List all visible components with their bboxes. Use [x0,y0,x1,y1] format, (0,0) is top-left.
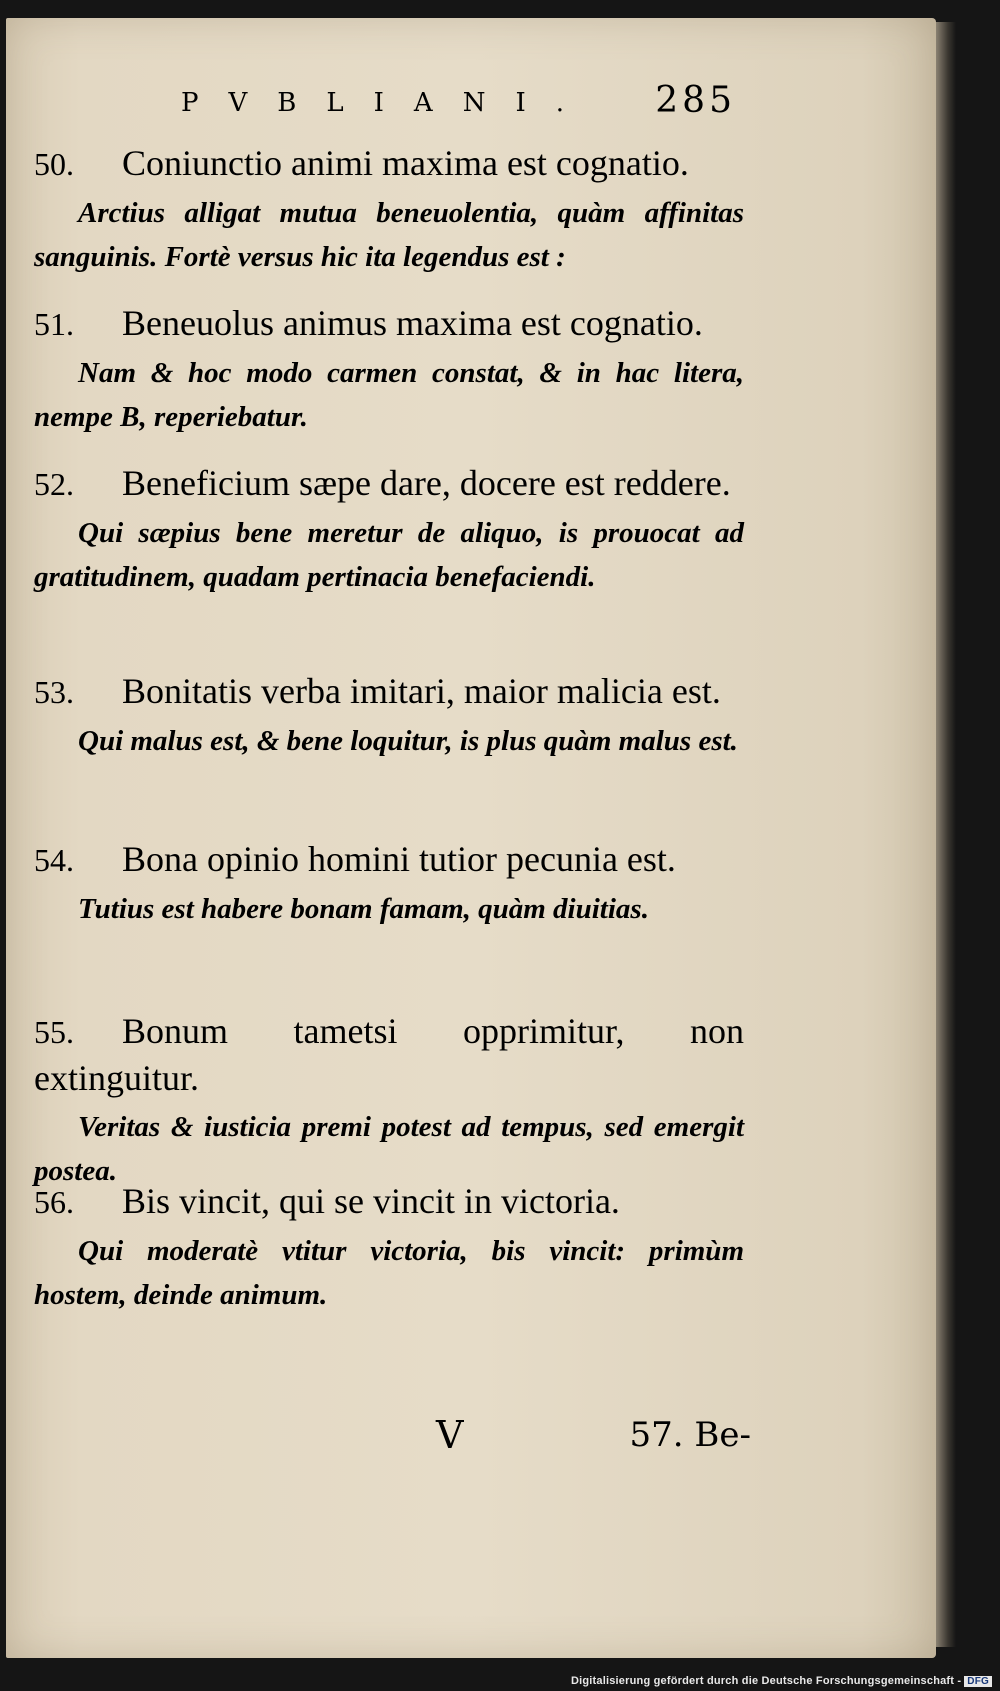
entry-50 [34,140,744,279]
maxim-text: Bonum tametsi opprimitur, non extinguitur. [34,1011,744,1098]
page-edge-shadow [936,22,956,1647]
book-page [6,18,936,1658]
entry-number: 51. [34,306,74,342]
credit-text: Digitalisierung gefördert durch die Deutsche Forschungsgemeinschaft - [570,1675,962,1687]
gloss-text: Qui moderatè vtitur victoria, bis vincit: primùm hostem, deinde animum. [34,1235,744,1311]
gloss-text: Arctius alligat mutua beneuolentia, quàm affinitas sanguinis. Fortè versus hic ita legendus est : [34,197,744,273]
entry-number: 53. [34,674,74,710]
entry-number: 54. [34,842,74,878]
catchword: 57. Be- [629,1415,751,1455]
running-title: PVBLIANI. [181,88,594,118]
entry-53 [34,668,744,763]
page-number: 285 [655,80,736,121]
page-footer [436,1413,751,1463]
entry-number: 50. [34,146,74,182]
digitization-credit [571,1675,992,1687]
gloss-text: Nam & hoc modo carmen constat, & in hac litera, nempe B, reperiebatur. [34,357,744,433]
signature-mark: V [436,1413,464,1457]
maxim-text: Bonitatis verba imitari, maior malicia est. [122,671,721,711]
gloss-text: Tutius est habere bonam famam, quàm diuitias. [78,893,649,925]
entry-56 [34,1178,744,1317]
entry-51 [34,300,744,439]
maxim-text: Bis vincit, qui se vincit in victoria. [122,1181,620,1221]
maxim-text: Coniunctio animi maxima est cognatio. [122,143,689,183]
entry-54 [34,836,744,931]
entry-number: 52. [34,466,74,502]
maxim-text: Beneficium sæpe dare, docere est reddere. [122,463,731,503]
entry-55 [34,1008,744,1193]
maxim-text: Beneuolus animus maxima est cognatio. [122,303,703,343]
entry-number: 56. [34,1184,74,1220]
entry-number: 55. [34,1014,74,1050]
entry-52 [34,460,744,599]
maxim-text: Bona opinio homini tutior pecunia est. [122,839,676,879]
dfg-logo-icon: DFG [964,1676,992,1687]
page-header [181,78,736,128]
gloss-text: Qui malus est, & bene loquitur, is plus quàm malus est. [78,725,738,757]
gloss-text: Veritas & iusticia premi potest ad tempus, sed emergit postea. [34,1111,744,1187]
gloss-text: Qui sæpius bene meretur de aliquo, is prouocat ad gratitudinem, quadam pertinacia benefaciendi. [34,517,744,593]
